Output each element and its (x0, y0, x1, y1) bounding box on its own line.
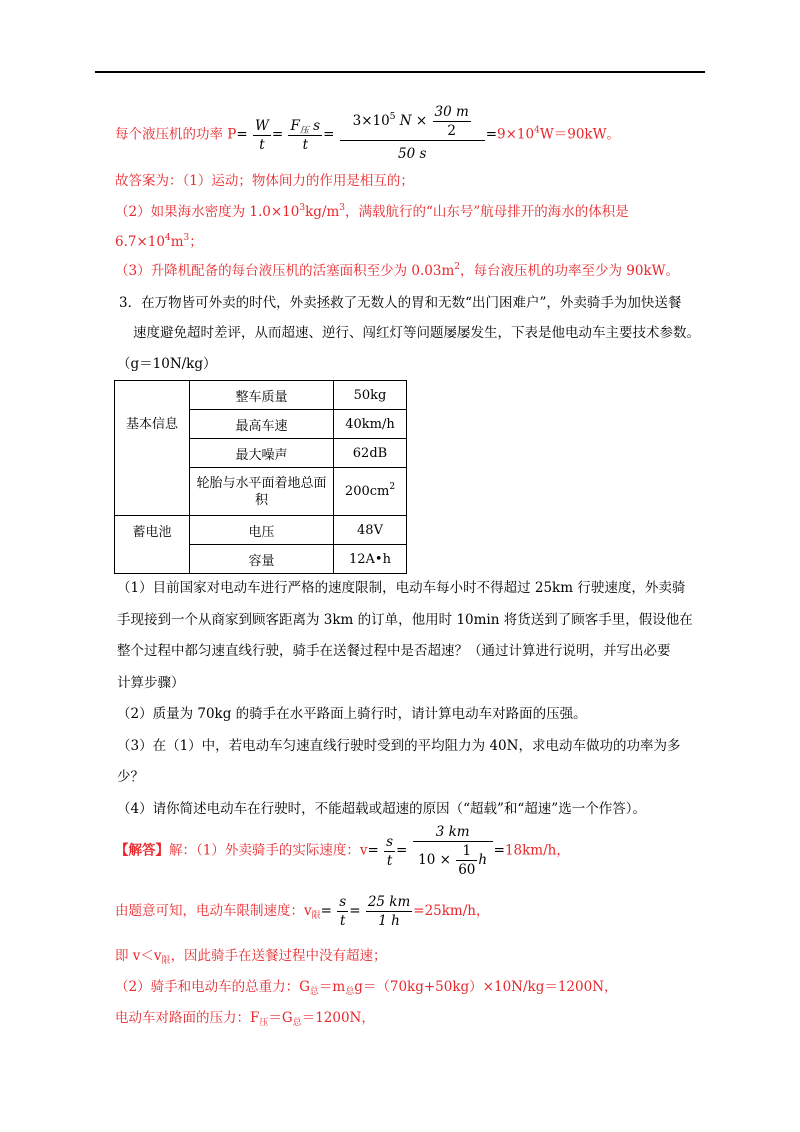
inner-denominator: 60 (458, 862, 476, 878)
fraction-limit (366, 893, 412, 930)
sub-question-4: （4）请你简述电动车在行驶时，不能超载或超速的原因（“超载”和“超速”选一个作答）。 (117, 801, 646, 817)
solution-2 (115, 893, 489, 930)
sub-question-2: （2）质量为 70kg 的骑手在水平路面上骑行时，请计算电动车对路面的压强。 (117, 706, 587, 722)
fraction-s-t (384, 833, 395, 870)
answer-3-text: （3）升降机配备的每台液压机的活塞面积至少为 0.03m (115, 263, 455, 279)
num-exp: 5 (389, 112, 396, 122)
spec-table (114, 380, 407, 574)
sub-question-1-line-4: 计算步骤） (117, 675, 185, 691)
exp: 3 (299, 203, 306, 213)
spec-value: 50kg (334, 381, 407, 410)
inner-denominator: 2 (447, 123, 456, 139)
numerator (288, 117, 322, 136)
fraction-big (340, 103, 485, 167)
solution-2-result: =25km/h， (413, 903, 490, 919)
solution-4 (115, 978, 618, 996)
solution-2-text: 由题意可知，电动车限制速度：v (115, 903, 312, 919)
power-formula-prefix: 每个液压机的功率 P (115, 126, 237, 143)
answer-3-tail: ，每台液压机的功率至少为 90kW。 (459, 263, 680, 279)
numerator: W (254, 117, 269, 134)
exp: 2 (454, 262, 460, 272)
spec-name: 整车质量 (190, 381, 334, 410)
solution-tag: 【解答】 (115, 842, 169, 859)
solution-4-mid: ＝m (318, 979, 346, 995)
numerator: 25 km (367, 894, 411, 910)
subscript: 总 (309, 987, 319, 997)
solution-1 (115, 823, 570, 879)
spec-name-line-1: 轮胎与水平面着地总面 (196, 475, 327, 491)
sub-question-3-line-2: 少？ (117, 769, 144, 785)
spec-name: 最高车速 (190, 410, 334, 439)
inner-numerator: 30 m (434, 104, 469, 120)
solution-1-result: 18km/h， (504, 842, 570, 859)
equals-sign: = (367, 842, 379, 859)
numerator: s (386, 833, 394, 850)
denominator: 50 s (398, 146, 427, 162)
denominator (413, 842, 493, 879)
den-coef: 10 × (418, 852, 451, 868)
unit: kg/m (305, 204, 340, 220)
spec-name: 电压 (190, 516, 334, 545)
equals-sign: = (349, 903, 361, 919)
sub-question-1-line-3: 整个过程中都匀速直线行驶，骑手在送餐过程中是否超速？（通过计算进行说明，并写出必要 (117, 643, 671, 659)
denominator: t (259, 136, 265, 153)
fraction-fs-t (288, 117, 322, 154)
power-result-exp: 4 (534, 125, 540, 136)
denominator: 1 h (378, 913, 400, 929)
sub-question-1-line-2: 手现接到一个从商家到顾客距离为 3km 的订单，他用时 10min 将货送到了顾客手里，假设他在 (117, 612, 693, 628)
solution-5-text: 电动车对路面的压力：F (115, 1010, 260, 1026)
solution-5-tail: ＝1200N， (301, 1010, 375, 1026)
exp: 3 (339, 203, 345, 213)
solution-4-tail: g＝（70kg+50kg）×10N/kg＝1200N， (354, 979, 618, 995)
denominator: t (302, 136, 309, 153)
equals-sign: = (271, 126, 284, 143)
punct: ； (189, 234, 203, 250)
solution-5-mid: ＝G (268, 1010, 293, 1026)
spec-name: 最大噪声 (190, 439, 334, 468)
hour-unit: h (478, 852, 488, 868)
inner-fraction (456, 842, 477, 879)
equals-sign: = (485, 126, 498, 143)
answer-2-line-1 (115, 203, 629, 221)
exp: 3 (183, 233, 190, 243)
answer-2-tail: ，满载航行的“山东号”航母排开的海水的体积是 (344, 204, 629, 220)
subscript: 限 (311, 911, 321, 921)
numerator: s (339, 894, 347, 910)
subscript: 限 (161, 956, 171, 966)
subscript: 总 (345, 987, 355, 997)
f-symbol: F (290, 117, 300, 134)
num-unit: N × (395, 113, 428, 129)
gravity-constant: （g＝10N/kg） (117, 356, 217, 372)
inner-numerator: 1 (456, 842, 477, 861)
answer-2-line-2 (115, 233, 203, 251)
subscript: 总 (292, 1018, 302, 1028)
spec-name: 容量 (190, 545, 334, 574)
equals-sign: = (236, 126, 248, 143)
equals-sign: = (396, 842, 408, 859)
table-row (115, 381, 407, 410)
spec-name-line-2: 积 (254, 492, 268, 508)
fraction-w-t (253, 117, 271, 154)
equals-sign: = (323, 126, 335, 143)
inner-fraction (433, 103, 471, 140)
equals-sign: = (320, 903, 332, 919)
equals-sign: = (493, 842, 505, 859)
numerator: 3 km (413, 823, 493, 842)
fraction-speed (413, 823, 493, 879)
volume-value: 6.7×10 (115, 234, 165, 250)
spec-name (190, 468, 334, 516)
power-formula (115, 103, 620, 167)
num-coef: 3×10 (352, 113, 390, 129)
unit: m (170, 234, 184, 250)
answer-3 (115, 262, 679, 280)
answer-2-text: （2）如果海水密度为 1.0×10 (115, 204, 300, 220)
solution-1-text: 解：（1）外卖骑手的实际速度：v (169, 842, 368, 859)
spec-value-text: 200cm (344, 484, 390, 499)
exp: 2 (389, 482, 396, 492)
solution-5 (115, 1009, 375, 1027)
sub-question-1-line-1: （1）目前国家对电动车进行严格的速度限制，电动车每小时不得超过 25km 行驶速度，外卖骑 (117, 580, 686, 596)
denominator: t (386, 852, 393, 869)
spec-value: 12A•h (334, 545, 407, 574)
question-3-line-2: 速度避免超时差评，从而超速、逆行、闯红灯等问题屡屡发生，下表是他电动车主要技术参数。 (133, 325, 700, 341)
spec-value: 48V (334, 516, 407, 545)
f-subscript: 压 (299, 125, 309, 136)
power-result-tail: W＝90kW。 (539, 126, 620, 143)
question-3-line-1: 3．在万物皆可外卖的时代，外卖拯救了无数人的胃和无数“出门困难户”，外卖骑手为加快送餐 (119, 295, 682, 311)
header-rule (95, 71, 705, 73)
spec-value: 62dB (334, 439, 407, 468)
denominator: t (340, 913, 346, 929)
spec-value (334, 468, 407, 516)
fraction-s-t (337, 893, 348, 930)
solution-3-text: 即 v＜v (115, 948, 162, 964)
s-symbol: s (313, 117, 321, 134)
table-row (115, 516, 407, 545)
subscript: 压 (259, 1018, 269, 1028)
sub-question-3-line-1: （3）在（1）中，若电动车匀速直线行驶时受到的平均阻力为 40N，求电动车做功的功率为多 (117, 738, 681, 754)
answer-intro: 故答案为：（1）运动；物体间力的作用是相互的； (115, 173, 414, 189)
group-basic-info: 基本信息 (115, 381, 190, 516)
power-result: 9×10 (497, 126, 535, 143)
spec-value: 40km/h (334, 410, 407, 439)
group-battery: 蓄电池 (115, 516, 190, 574)
exp: 4 (164, 233, 171, 243)
solution-4-text: （2）骑手和电动车的总重力：G (115, 979, 310, 995)
solution-3-tail: ，因此骑手在送餐过程中没有超速； (170, 948, 387, 964)
solution-3 (115, 947, 387, 965)
numerator (340, 103, 485, 141)
